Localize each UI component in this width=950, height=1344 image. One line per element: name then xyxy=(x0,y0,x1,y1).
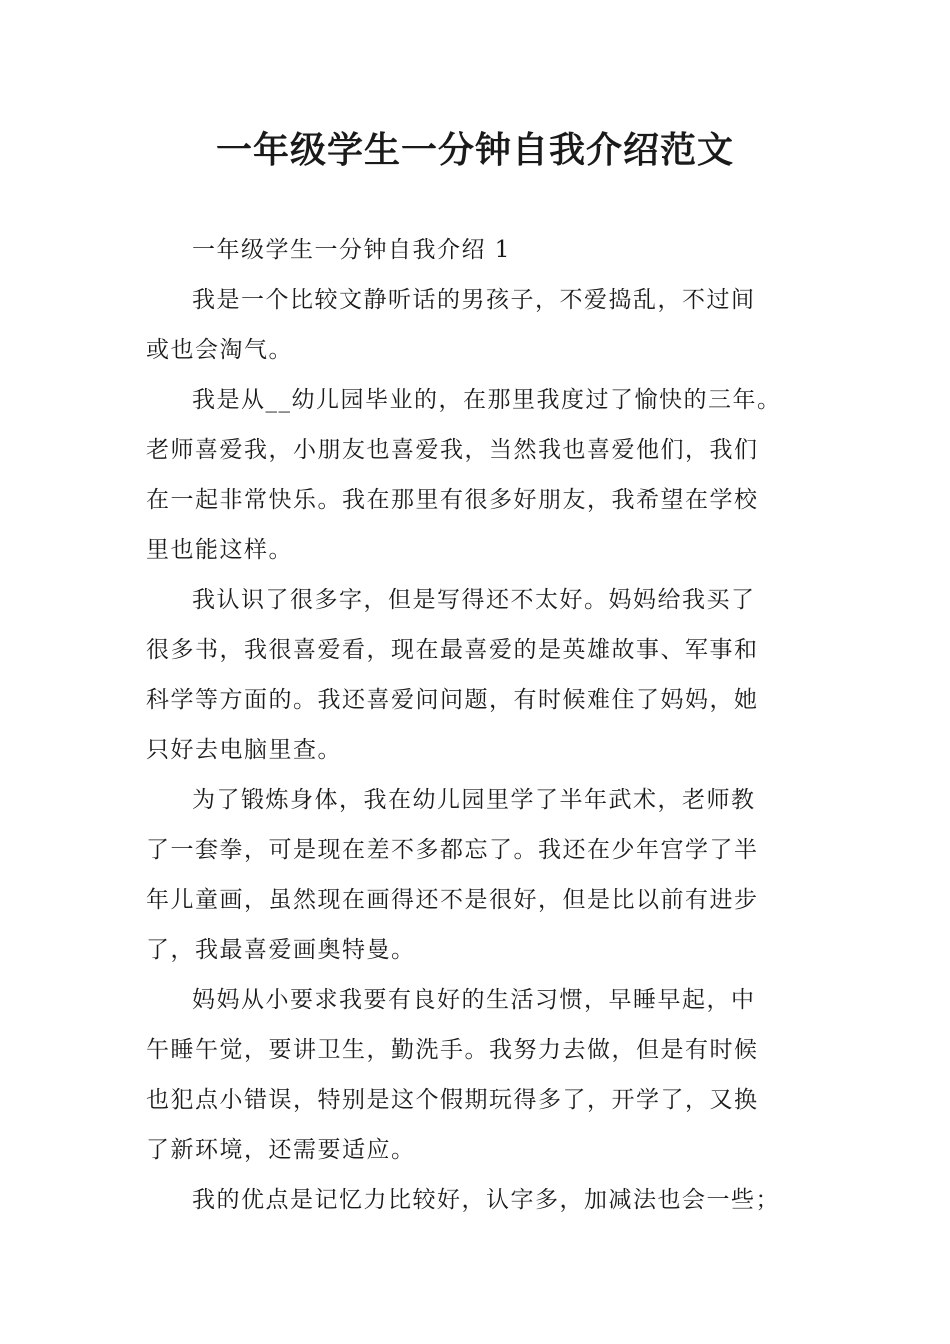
paragraph xyxy=(146,1175,816,1225)
text-line: 我的优点是记忆力比较好，认字多，加减法也会一些； xyxy=(192,1187,780,1213)
document-title: 一年级学生一分钟自我介绍范文 xyxy=(215,130,734,171)
text-line: 年儿童画，虽然现在画得还不是很好，但是比以前有进步 xyxy=(146,887,759,913)
text-line: 了，我最喜爱画奥特曼。 xyxy=(146,937,416,963)
text-line: 一年级学生一分钟自我介绍 1 xyxy=(192,237,511,263)
text-line: 科学等方面的。我还喜爱问问题，有时候难住了妈妈，她 xyxy=(146,687,759,713)
text-line: 了新环境，还需要适应。 xyxy=(146,1137,416,1163)
text-line: 我是从__幼儿园毕业的，在那里我度过了愉快的三年。 xyxy=(192,387,782,413)
text-line: 我是一个比较文静听话的男孩子，不爱捣乱，不过间 xyxy=(192,287,756,313)
text-line: 里也能这样。 xyxy=(146,537,293,563)
text-line: 很多书，我很喜爱看，现在最喜爱的是英雄故事、军事和 xyxy=(146,637,759,663)
text-line: 我认识了很多字，但是写得还不太好。妈妈给我买了 xyxy=(192,587,756,613)
text-line: 只好去电脑里查。 xyxy=(146,737,342,763)
paragraph xyxy=(146,375,816,575)
text-line: 了一套拳，可是现在差不多都忘了。我还在少年宫学了半 xyxy=(146,837,759,863)
text-line: 午睡午觉，要讲卫生，勤洗手。我努力去做，但是有时候 xyxy=(146,1037,759,1063)
text-line: 或也会淘气。 xyxy=(146,337,293,363)
paragraph-section-heading xyxy=(146,225,816,275)
text-line: 妈妈从小要求我要有良好的生活习惯，早睡早起，中 xyxy=(192,987,756,1013)
text-line: 老师喜爱我，小朋友也喜爱我，当然我也喜爱他们，我们 xyxy=(146,437,759,463)
paragraph xyxy=(146,975,816,1175)
paragraph xyxy=(146,275,816,375)
text-line: 也犯点小错误，特别是这个假期玩得多了，开学了，又换 xyxy=(146,1087,759,1113)
document-body xyxy=(146,225,816,1225)
paragraph xyxy=(146,775,816,975)
paragraph xyxy=(146,575,816,775)
text-line: 在一起非常快乐。我在那里有很多好朋友，我希望在学校 xyxy=(146,487,759,513)
text-line: 为了锻炼身体，我在幼儿园里学了半年武术，老师教 xyxy=(192,787,756,813)
